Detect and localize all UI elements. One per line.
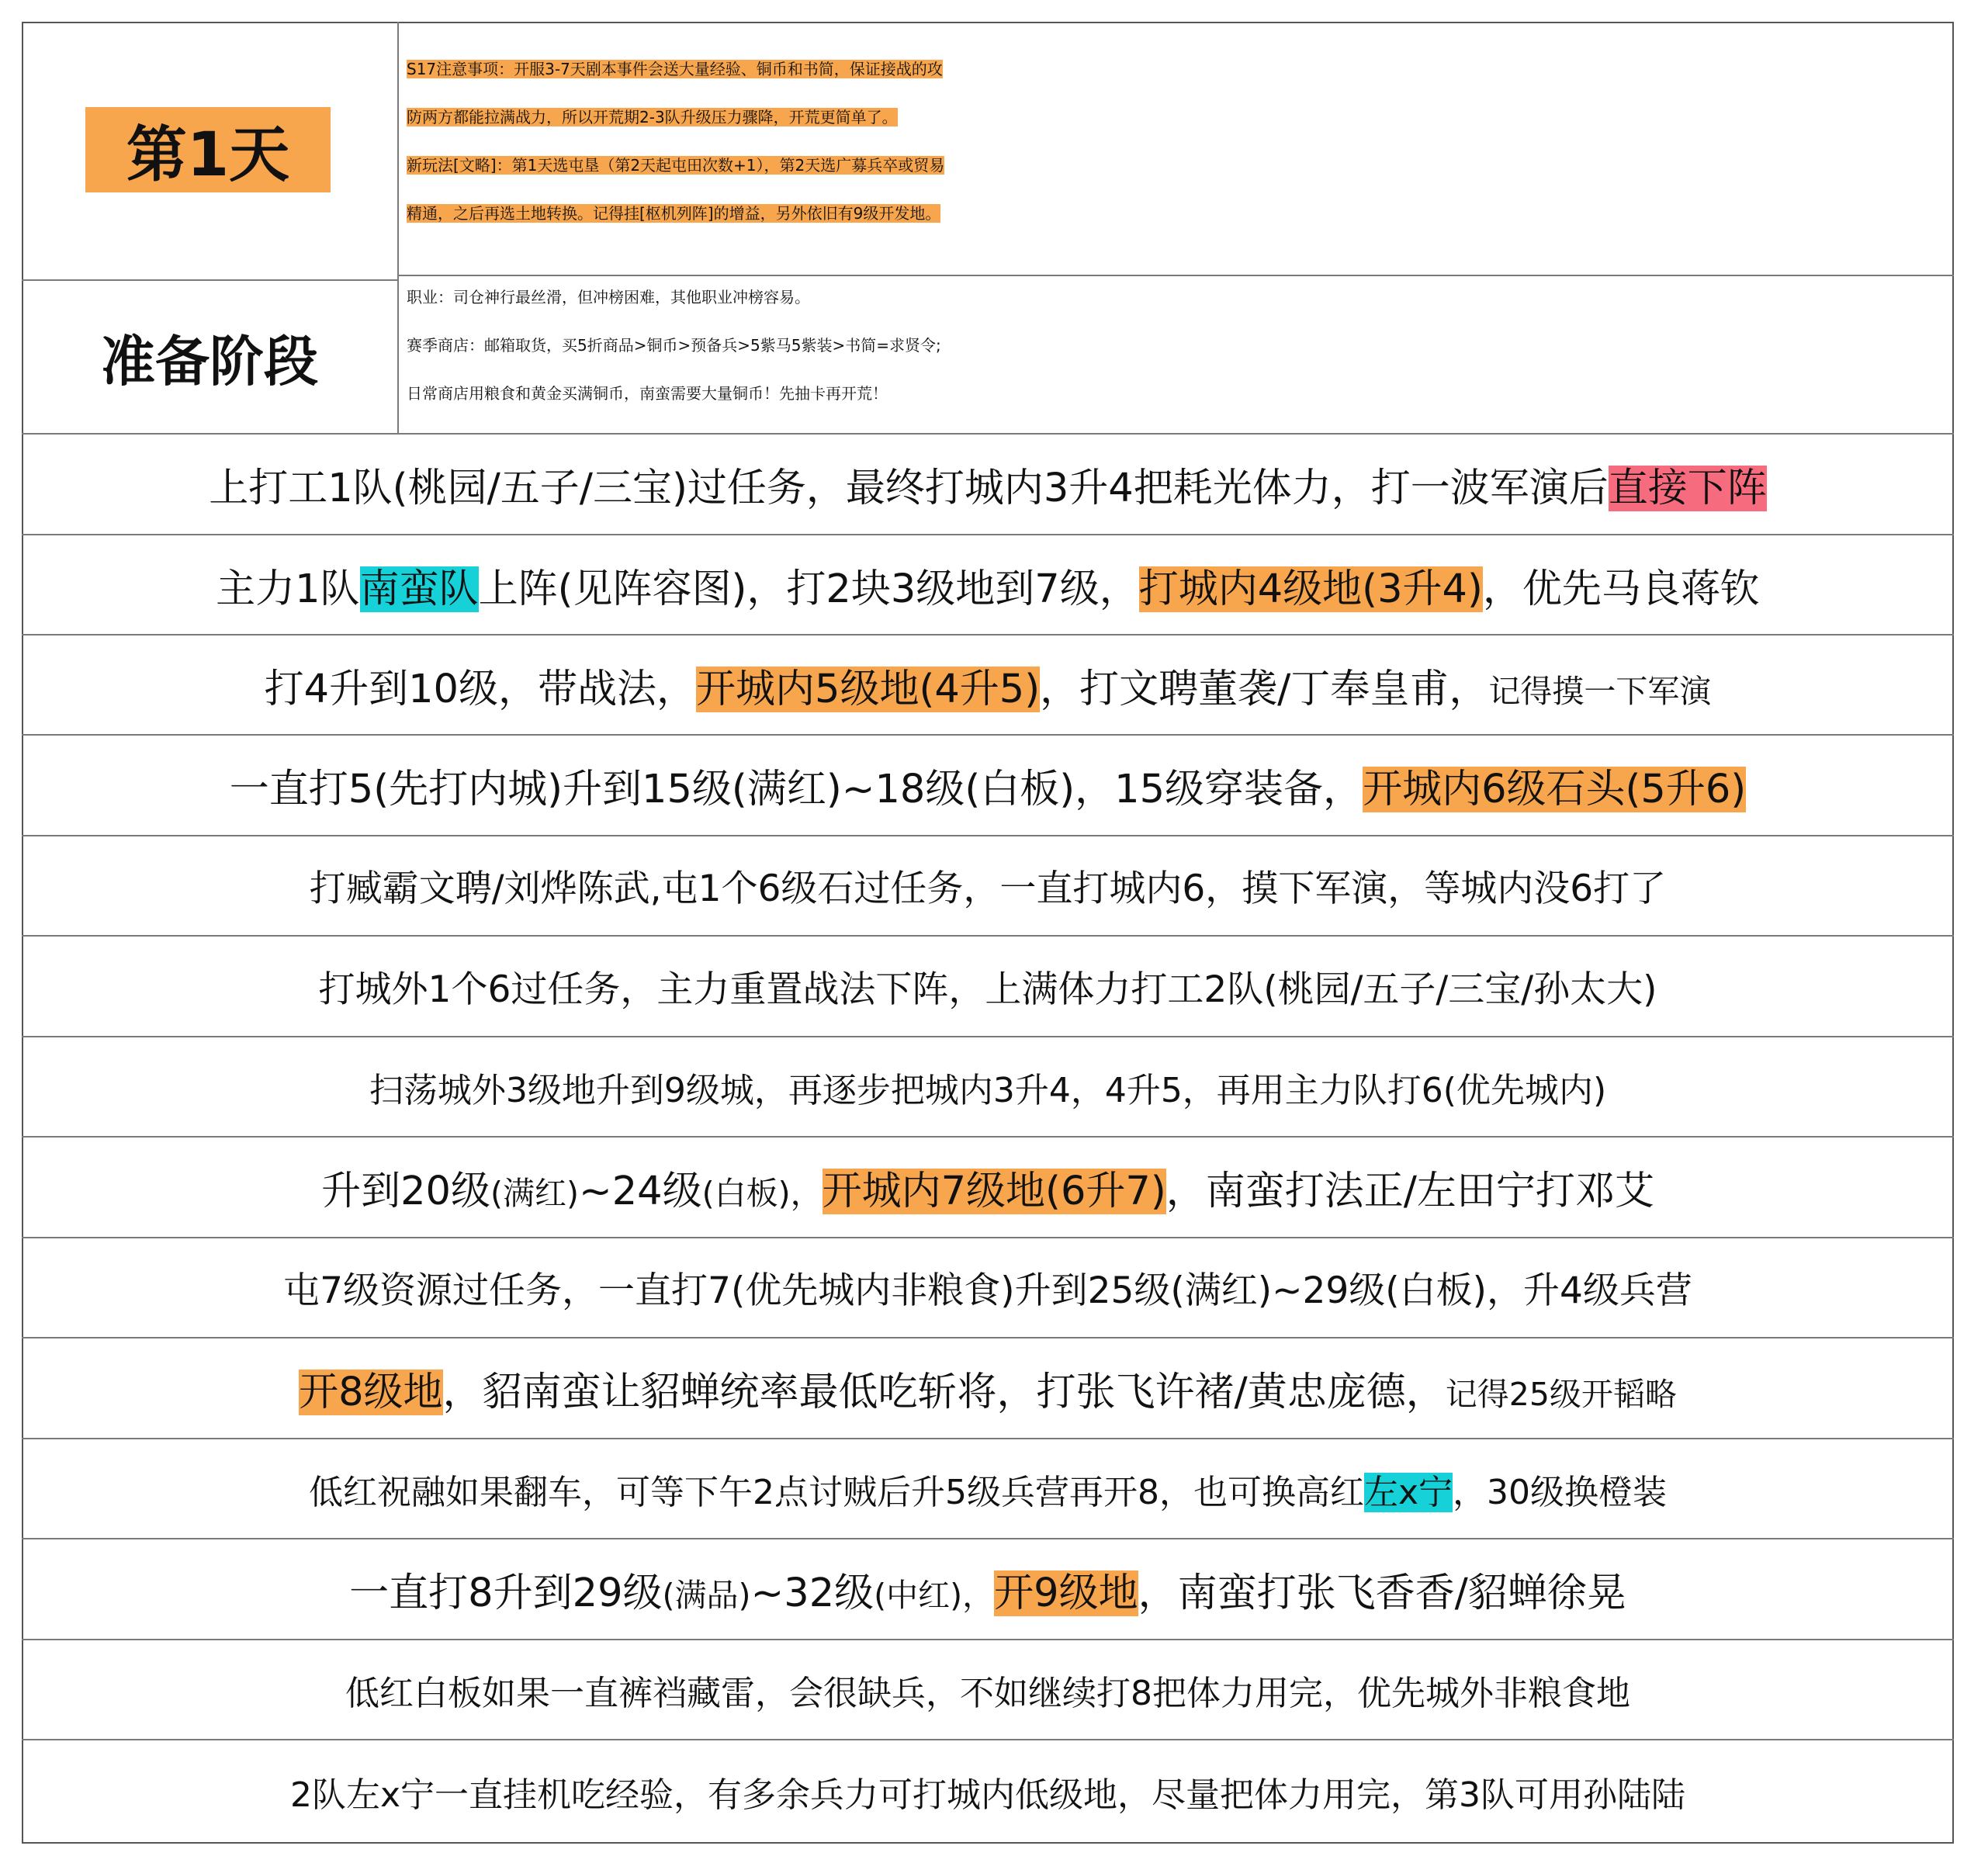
highlight-orange: 开城内5级地(4升5) (696, 666, 1041, 712)
table-row (22, 1740, 1954, 1842)
row-text: 一直打5(先打内城)升到15级(满红)~18级(白板)，15级穿装备，开城内6级石头(5升6) (229, 767, 1747, 812)
highlight-orange: 开8级地 (299, 1370, 443, 1415)
prep-line: 职业：司仓神行最丝滑，但冲榜困难，其他职业冲榜容易。 (407, 288, 810, 306)
table-row (22, 1539, 1954, 1639)
table-row (22, 937, 1954, 1036)
season-notice (407, 45, 1951, 237)
day-label: 第1天 (85, 107, 331, 192)
highlight-orange: 开城内7级地(6升7) (822, 1169, 1166, 1214)
row-text: 开8级地，貂南蛮让貂蝉统率最低吃斩将，打张飞许褚/黄忠庞德，记得25级开韬略 (299, 1370, 1677, 1415)
highlight-cyan: 左x宁 (1363, 1472, 1453, 1512)
highlight-orange: 打城内4级地(3升4) (1138, 566, 1483, 612)
prep-line: 赛季商店：邮箱取货，买5折商品>铜币>预备兵>5紫马5紫装>书简=求贤令; (407, 336, 941, 355)
table-row (22, 1037, 1954, 1136)
table-row (22, 435, 1954, 534)
row-text: 打臧霸文聘/刘烨陈武,屯1个6级石过任务，一直打城内6，摸下军演，等城内没6打了 (309, 867, 1667, 910)
row-text: 打4升到10级，带战法，开城内5级地(4升5)，打文聘董袭/丁奉皇甫，记得摸一下军演 (264, 666, 1712, 712)
highlight-orange: 开9级地 (994, 1570, 1138, 1616)
table-row (22, 736, 1954, 835)
row-text: 打城外1个6过任务，主力重置战法下阵，上满体力打工2队(桃园/五子/三宝/孙太大) (318, 968, 1657, 1011)
row-text: 上打工1队(桃园/五子/三宝)过任务，最终打城内3升4把耗光体力，打一波军演后直接下阵 (209, 466, 1767, 511)
table-row (22, 1138, 1954, 1237)
table-row (22, 1640, 1954, 1739)
table-row (22, 836, 1954, 935)
row-text: 升到20级(满红)~24级(白板)，开城内7级地(6升7)，南蛮打法正/左田宁打邓艾 (321, 1169, 1654, 1214)
table-row (22, 535, 1954, 634)
row-text: 低红白板如果一直裤裆藏雷，会很缺兵，不如继续打8把体力用完，优先城外非粮食地 (345, 1673, 1630, 1713)
header-column-divider (397, 22, 399, 433)
table-row (22, 635, 1954, 734)
row-text: 2队左x宁一直挂机吃经验，有多余兵力可打城内低级地，尽量把体力用完，第3队可用孙陆陆 (289, 1775, 1686, 1815)
notice-line: S17注意事项：开服3-7天剧本事件会送大量经验、铜币和书简，保证接战的攻 (407, 60, 943, 78)
row-text: 主力1队南蛮队上阵(见阵容图)，打2块3级地到7级，打城内4级地(3升4)，优先马良蒋钦 (216, 566, 1760, 612)
prep-line: 日常商店用粮食和黄金买满铜币，南蛮需要大量铜币！先抽卡再开荒！ (407, 384, 888, 403)
notice-line: 防两方都能拉满战力，所以开荒期2-3队升级压力骤降，开荒更简单了。 (407, 108, 898, 126)
table-row (22, 1338, 1954, 1438)
strategy-table (22, 22, 1954, 1844)
stage-label: 准备阶段 (101, 329, 318, 393)
notice-line: 精通，之后再选土地转换。记得挂[枢机列阵]的增益，另外依旧有9级开发地。 (407, 204, 941, 223)
table-row (22, 1439, 1954, 1538)
row-text: 屯7级资源过任务，一直打7(优先城内非粮食)升到25级(满红)~29级(白板)，升4级兵营 (283, 1269, 1692, 1312)
row-text: 一直打8升到29级(满品)~32级(中红)，开9级地，南蛮打张飞香香/貂蝉徐晃 (349, 1570, 1626, 1616)
row-text: 扫荡城外3级地升到9级城，再逐步把城内3升4，4升5，再用主力队打6(优先城内) (369, 1070, 1607, 1110)
highlight-cyan: 南蛮队 (359, 566, 479, 612)
row-text: 低红祝融如果翻车，可等下午2点讨贼后升5级兵营再开8，也可换高红左x宁，30级换橙装 (308, 1472, 1668, 1512)
notice-line: 新玩法[文略]：第1天选屯垦（第2天起屯田次数+1），第2天选广募兵卒或贸易 (407, 156, 945, 175)
table-row (22, 1238, 1954, 1337)
highlight-red: 直接下阵 (1608, 466, 1767, 511)
prep-notes (407, 273, 1951, 417)
highlight-orange: 开城内6级石头(5升6) (1363, 767, 1747, 812)
